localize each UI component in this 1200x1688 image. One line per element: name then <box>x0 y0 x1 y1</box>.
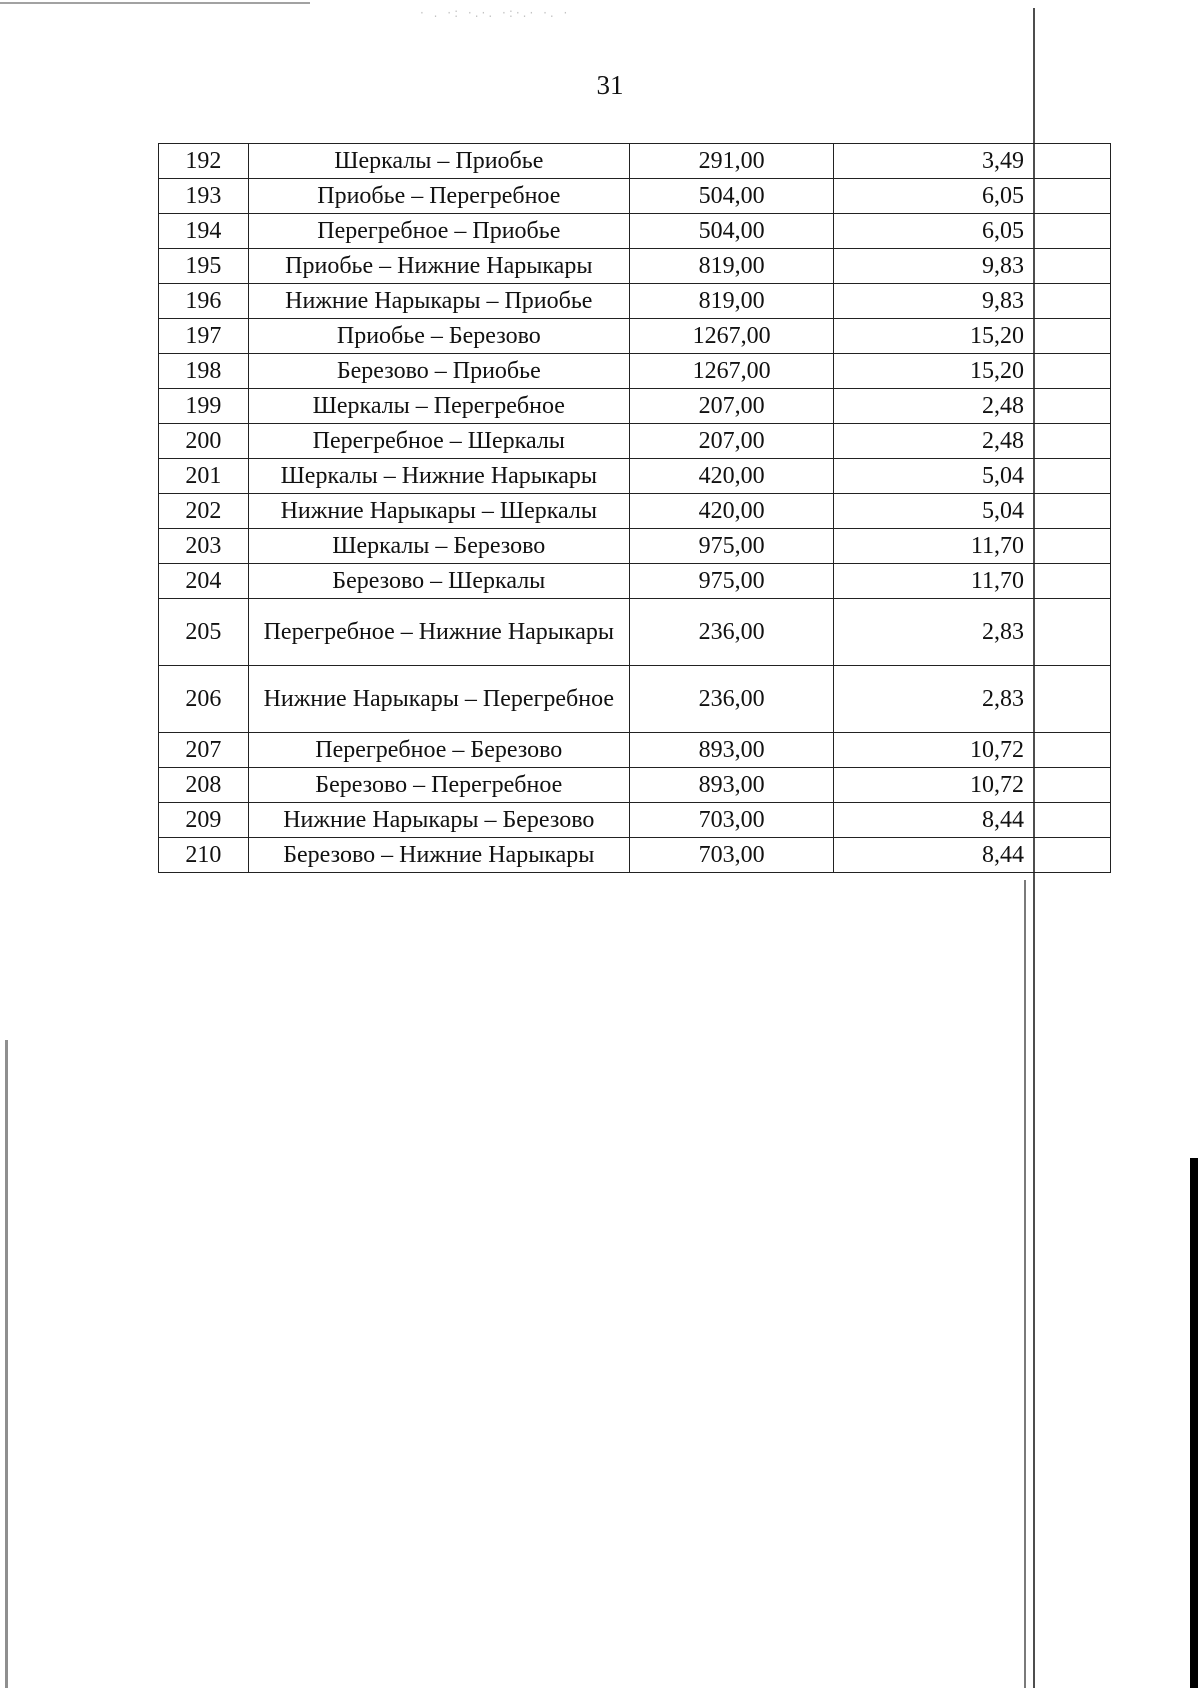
price-cell: 291,00 <box>629 144 834 179</box>
route-cell: Перегребное – Нижние Нарыкары <box>248 599 629 666</box>
row-number-cell: 198 <box>159 354 249 389</box>
row-number-cell: 200 <box>159 424 249 459</box>
value-cell: 2,48 <box>834 424 1111 459</box>
route-cell: Приобье – Березово <box>248 319 629 354</box>
route-cell: Шеркалы – Приобье <box>248 144 629 179</box>
price-cell: 504,00 <box>629 179 834 214</box>
row-number-cell: 209 <box>159 803 249 838</box>
table-row <box>159 249 1111 284</box>
row-number-cell: 197 <box>159 319 249 354</box>
route-cell: Перегребное – Березово <box>248 733 629 768</box>
row-number-cell: 192 <box>159 144 249 179</box>
table-row <box>159 768 1111 803</box>
value-cell: 2,83 <box>834 666 1111 733</box>
row-number-cell: 202 <box>159 494 249 529</box>
price-cell: 504,00 <box>629 214 834 249</box>
value-cell: 8,44 <box>834 803 1111 838</box>
route-cell: Березово – Перегребное <box>248 768 629 803</box>
table-row <box>159 599 1111 666</box>
value-cell: 2,83 <box>834 599 1111 666</box>
value-cell: 3,49 <box>834 144 1111 179</box>
route-cell: Березово – Нижние Нарыкары <box>248 838 629 873</box>
scan-artifact-line <box>0 2 310 4</box>
value-cell: 15,20 <box>834 354 1111 389</box>
value-cell: 15,20 <box>834 319 1111 354</box>
route-cell: Нижние Нарыкары – Березово <box>248 803 629 838</box>
table-row <box>159 733 1111 768</box>
table-row <box>159 666 1111 733</box>
route-cell: Березово – Шеркалы <box>248 564 629 599</box>
table-row <box>159 179 1111 214</box>
value-cell: 6,05 <box>834 214 1111 249</box>
row-number-cell: 207 <box>159 733 249 768</box>
value-cell: 6,05 <box>834 179 1111 214</box>
route-cell: Приобье – Нижние Нарыкары <box>248 249 629 284</box>
table-row <box>159 284 1111 319</box>
value-cell: 9,83 <box>834 249 1111 284</box>
price-cell: 819,00 <box>629 284 834 319</box>
scan-artifact-edge-left <box>5 1040 8 1688</box>
row-number-cell: 204 <box>159 564 249 599</box>
row-number-cell: 195 <box>159 249 249 284</box>
scan-noise: · . ·: ·.·. ·:·.· ·. · <box>420 6 571 20</box>
value-cell: 2,48 <box>834 389 1111 424</box>
fare-table <box>158 143 1111 873</box>
value-cell: 10,72 <box>834 768 1111 803</box>
value-cell: 8,44 <box>834 838 1111 873</box>
row-number-cell: 205 <box>159 599 249 666</box>
value-cell: 5,04 <box>834 459 1111 494</box>
route-cell: Перегребное – Шеркалы <box>248 424 629 459</box>
route-cell: Перегребное – Приобье <box>248 214 629 249</box>
price-cell: 420,00 <box>629 494 834 529</box>
row-number-cell: 206 <box>159 666 249 733</box>
row-number-cell: 193 <box>159 179 249 214</box>
row-number-cell: 194 <box>159 214 249 249</box>
route-cell: Приобье – Перегребное <box>248 179 629 214</box>
table-row <box>159 803 1111 838</box>
route-cell: Шеркалы – Березово <box>248 529 629 564</box>
price-cell: 819,00 <box>629 249 834 284</box>
route-cell: Шеркалы – Нижние Нарыкары <box>248 459 629 494</box>
price-cell: 703,00 <box>629 838 834 873</box>
table-row <box>159 564 1111 599</box>
route-cell: Нижние Нарыкары – Приобье <box>248 284 629 319</box>
value-cell: 11,70 <box>834 529 1111 564</box>
value-cell: 5,04 <box>834 494 1111 529</box>
row-number-cell: 203 <box>159 529 249 564</box>
route-cell: Шеркалы – Перегребное <box>248 389 629 424</box>
price-cell: 893,00 <box>629 768 834 803</box>
row-number-cell: 201 <box>159 459 249 494</box>
table-row <box>159 319 1111 354</box>
value-cell: 10,72 <box>834 733 1111 768</box>
table-row <box>159 424 1111 459</box>
row-number-cell: 199 <box>159 389 249 424</box>
price-cell: 975,00 <box>629 529 834 564</box>
price-cell: 893,00 <box>629 733 834 768</box>
page-number: 31 <box>596 70 624 100</box>
row-number-cell: 208 <box>159 768 249 803</box>
price-cell: 1267,00 <box>629 354 834 389</box>
scan-artifact-vertical-line-lower <box>1024 880 1026 1688</box>
value-cell: 9,83 <box>834 284 1111 319</box>
price-cell: 207,00 <box>629 424 834 459</box>
price-cell: 1267,00 <box>629 319 834 354</box>
price-cell: 236,00 <box>629 599 834 666</box>
table-row <box>159 389 1111 424</box>
table-row <box>159 529 1111 564</box>
fare-table-body <box>159 144 1111 873</box>
table-row <box>159 459 1111 494</box>
route-cell: Нижние Нарыкары – Перегребное <box>248 666 629 733</box>
scan-artifact-edge-right <box>1190 1158 1198 1688</box>
table-row <box>159 838 1111 873</box>
table-row <box>159 214 1111 249</box>
route-cell: Нижние Нарыкары – Шеркалы <box>248 494 629 529</box>
price-cell: 207,00 <box>629 389 834 424</box>
table-row <box>159 144 1111 179</box>
value-cell: 11,70 <box>834 564 1111 599</box>
route-cell: Березово – Приобье <box>248 354 629 389</box>
table-row <box>159 354 1111 389</box>
price-cell: 420,00 <box>629 459 834 494</box>
price-cell: 236,00 <box>629 666 834 733</box>
row-number-cell: 210 <box>159 838 249 873</box>
price-cell: 975,00 <box>629 564 834 599</box>
row-number-cell: 196 <box>159 284 249 319</box>
price-cell: 703,00 <box>629 803 834 838</box>
table-row <box>159 494 1111 529</box>
